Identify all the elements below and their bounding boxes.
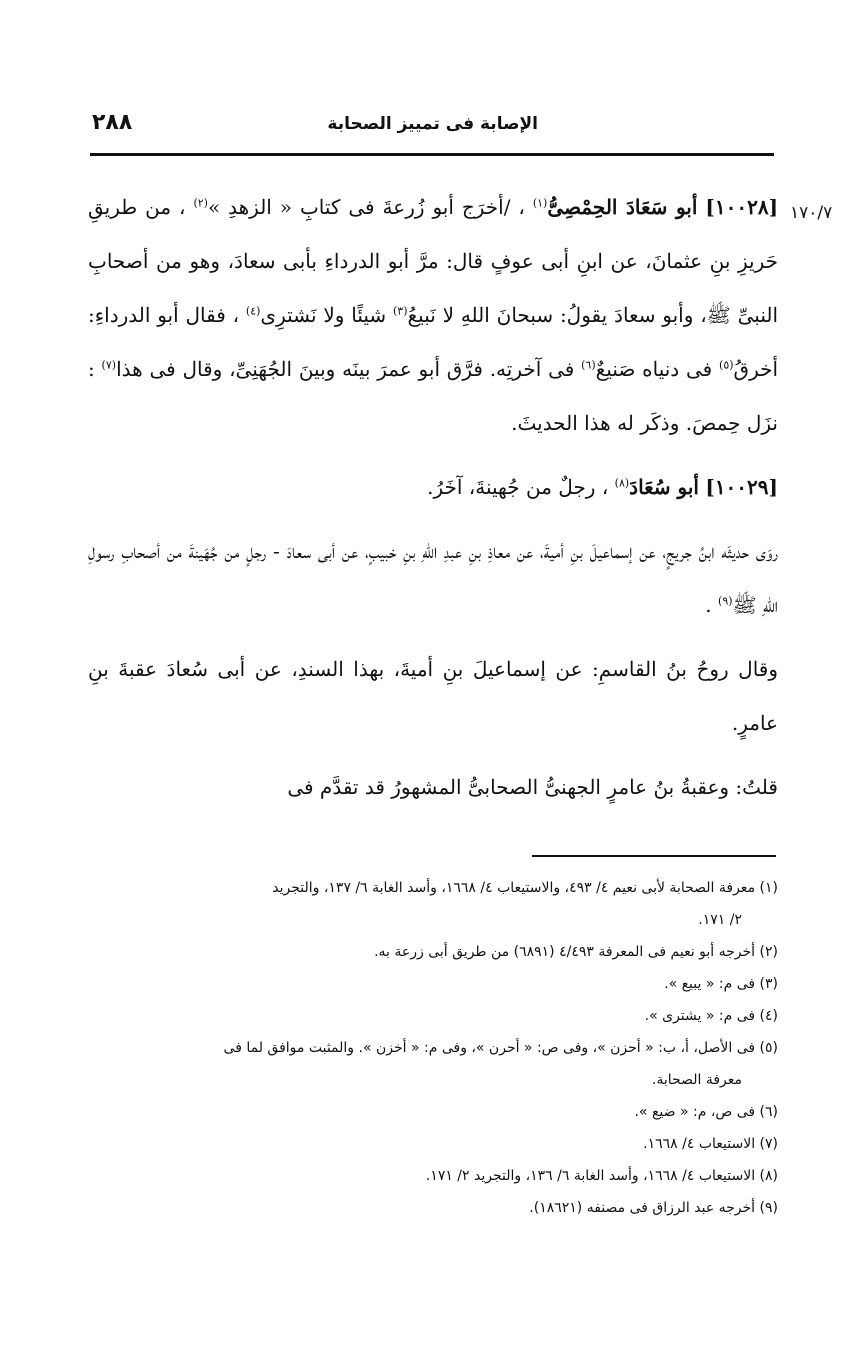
footnote (88, 1000, 778, 1032)
footnote-text: أخرجه أبو نعيم فى المعرفة ٤/٤٩٣ (٦٨٩١) من طريق أبى زرعة به. (374, 944, 756, 960)
footnote (88, 1096, 778, 1128)
footnote-continuation: ٢/ ١٧١. (698, 912, 742, 928)
footnote-ref[interactable]: (٦) (581, 358, 596, 372)
entry-name: أبو سُعَادَ (629, 475, 699, 499)
footnote-ref[interactable]: (٩) (718, 594, 733, 608)
footnote-ref[interactable]: (٤) (245, 304, 261, 318)
running-header (92, 110, 774, 150)
footnote-continuation: معرفة الصحابة. (651, 1072, 742, 1088)
entry-text: فى آخرتِه. فرَّق أبو عمرَ بينَه وبينَ الجُهَنِىِّ، وقال فى هذا (116, 357, 575, 381)
footnote-number: (٣) (759, 976, 778, 992)
paragraph-text: روَى حديثَه ابنُ جريجٍ، عن إسماعيلَ بنِ أميةَ، عن معاذِ بنِ عبدِ اللهِ بنِ خبيبٍ، عن أبى سعادَ - رجلٍ من جُهَينةَ من أصحابِ رسولِ اللهِ ﷺ (88, 539, 778, 617)
footnote-text: فى م: « يشترى ». (644, 1008, 756, 1024)
footnote (88, 1032, 778, 1096)
footnote (88, 872, 778, 936)
header-rule (90, 153, 774, 156)
footnote-ref[interactable]: (٧) (101, 358, 117, 372)
footnote (88, 968, 778, 1000)
footnote-number: (٥) (759, 1040, 778, 1056)
entry-text: شيئًا ولا نَشترِى (260, 303, 387, 327)
footnote-ref[interactable]: (٨) (614, 476, 630, 490)
footnote-number: (٢) (759, 944, 778, 960)
footnote-text: الاستيعاب ٤/ ١٦٦٨. (643, 1136, 756, 1152)
footnote (88, 1160, 778, 1192)
footnote (88, 936, 778, 968)
main-text (88, 180, 778, 814)
entry-text: : نزَل حِمصَ. وذكَر له هذا الحديثَ. (88, 357, 778, 435)
footnote-text: فى م: « يبيع ». (664, 976, 756, 992)
running-title: الإصابة فى تمييز الصحابة (327, 114, 538, 134)
page-number: ٢٨٨ (92, 110, 133, 135)
footnote-ref[interactable]: (٣) (393, 304, 408, 318)
paragraph (88, 524, 778, 632)
footnote (88, 1128, 778, 1160)
footnote-number: (١) (759, 880, 778, 896)
footnote-number: (٤) (759, 1008, 778, 1024)
entry-number: [١٠٠٢٨] (705, 195, 779, 219)
footnote-number: (٩) (759, 1200, 778, 1216)
entry-text: ، من طريقِ حَريزِ بنِ عثمانَ، عن ابنِ أبى عوفٍ قال: مرَّ أبو الدرداءِ بأبى سعادَ، وهو من أصحابِ النبىِّ ﷺ، وأبو سعادَ يقولُ: سبحانَ اللهِ لا نَبيعُ (88, 195, 779, 327)
entry-10028 (88, 180, 778, 450)
entry-text: ، رجلٌ من جُهينةَ، آخَرُ. (427, 475, 609, 499)
footnote-number: (٦) (759, 1104, 778, 1120)
footnote-text: فى ص، م: « ضيع ». (634, 1104, 756, 1120)
entry-text: ، /أخرَج أبو زُرعةَ فى كتابِ « الزهدِ » (207, 195, 525, 219)
margin-reference: ١٧٠/٧ (790, 203, 833, 223)
entry-text: فى دنياه صَنيعٌ (595, 357, 713, 381)
footnote-ref[interactable]: (٥) (719, 358, 734, 372)
footnotes (88, 872, 778, 1224)
footnote-text: الاستيعاب ٤/ ١٦٦٨، وأسد الغابة ٦/ ١٣٦، والتجريد ٢/ ١٧١. (425, 1168, 756, 1184)
footnote-rule (532, 855, 776, 857)
paragraph-end: . (705, 593, 712, 617)
footnote-ref[interactable]: (١) (532, 196, 548, 210)
footnote-text: أخرجه عبد الرزاق فى مصنفه (١٨٦٢١). (529, 1200, 756, 1216)
entry-10029 (88, 460, 778, 514)
entry-text: ، فقال أبو الدرداءِ: أخرقُ (88, 303, 779, 381)
paragraph: قلتُ: وعقبةُ بنُ عامرٍ الجهنىُّ الصحابىُّ المشهورُ قد تقدَّم فى (287, 775, 778, 799)
entry-name: أبو سَعَادَ الحِمْصِىُّ (547, 195, 698, 219)
footnote (88, 1192, 778, 1224)
footnote-number: (٧) (759, 1136, 778, 1152)
footnote-text: معرفة الصحابة لأبى نعيم ٤/ ٤٩٣، والاستيعاب ٤/ ١٦٦٨، وأسد الغابة ٦/ ١٣٧، والتجريد (272, 880, 756, 896)
entry-number: [١٠٠٢٩] (705, 475, 778, 499)
footnote-number: (٨) (759, 1168, 778, 1184)
paragraph: وقال روحُ بنُ القاسمِ: عن إسماعيلَ بنِ أميةَ، بهذا السندِ، عن أبى سُعادَ عقبةَ بنِ عامرٍ. (88, 657, 778, 735)
footnote-ref[interactable]: (٢) (193, 196, 208, 210)
footnote-text: فى الأصل، أ، ب: « أحزن »، وفى ص: « أحرن »، وفى م: « أخزن ». والمثبت موافق لما فى (223, 1040, 756, 1056)
